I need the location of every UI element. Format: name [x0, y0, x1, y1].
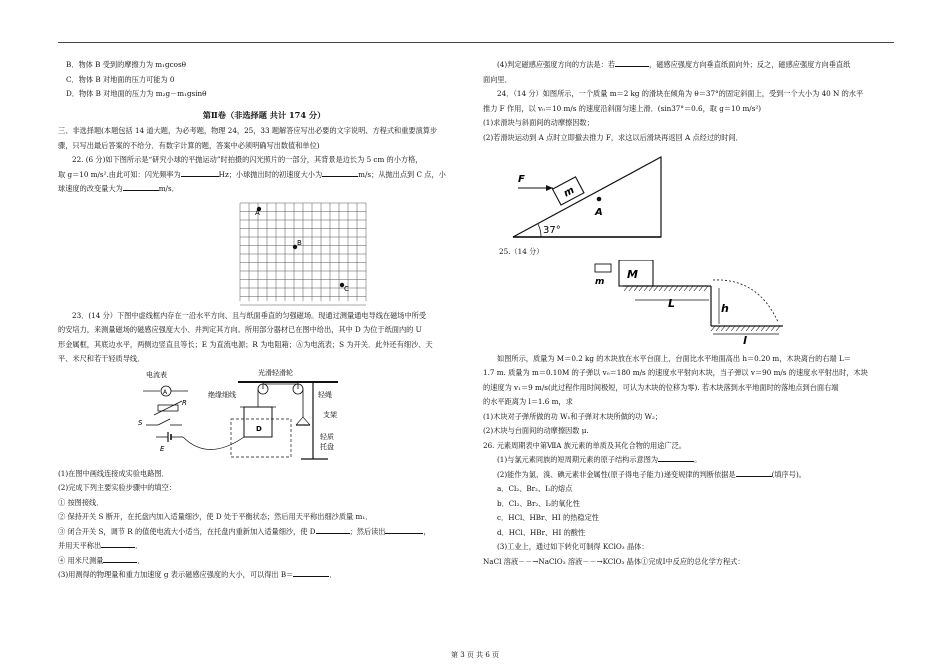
q26-line-3-end: (填序号)。: [771, 469, 806, 479]
answer-blank[interactable]: [101, 547, 135, 548]
hatch-mark: [736, 326, 740, 331]
bullet-label: m: [595, 276, 605, 287]
hatch-mark: [746, 326, 750, 331]
q26-line-2-end: 。: [694, 455, 702, 464]
label-a: A: [255, 208, 260, 217]
hatch-mark: [679, 286, 683, 291]
answer-blank[interactable]: [181, 176, 219, 177]
magnetic-balance-figure: [58, 367, 470, 467]
q26-line-3-text: (2)能作为氯、溴、碘元素非金属性(原子得电子能力)递变规律的判断依据是: [497, 469, 736, 479]
section-desc-1: 三、非选择题(本题包括 14 道大题，为必考题，物理 24，25，33 题解答应写出必要的文字说明、方程式和重要演算步: [58, 126, 438, 135]
height-label: h: [721, 301, 729, 315]
flash-photo-figure: [58, 199, 470, 309]
q23-line-3: 形金属框，其底边水平，两侧边竖直且等长；E 为直流电源；R 为电阻箱；Ⓐ为电流表；S 为开关．此外还有细沙、天: [58, 339, 433, 349]
ground-hatch: [711, 326, 780, 331]
table-hatch: [624, 286, 708, 291]
ammeter-label: 电流表: [146, 370, 167, 379]
section-title: 第Ⅱ卷（非选择题 共计 174 分）: [202, 109, 326, 120]
hatch-mark: [674, 286, 678, 291]
hatch-mark: [664, 286, 668, 291]
q22-line-3: [58, 182, 470, 197]
q23-line-1: 23．(14 分）下图中虚线框内存在一沿水平方向、且与纸面垂直的匀强磁场。现通过测量通电导线在磁场中所受: [72, 310, 427, 320]
hatch-mark: [711, 326, 715, 331]
q26-line-2-text: (1)与氯元素同族的短周期元素的原子结构示意图为: [497, 455, 659, 464]
thread-label: 绝缘细线: [208, 390, 236, 399]
s-label: S: [138, 418, 143, 427]
q25-line-4: 的水平距离为 l＝1.6 m，求: [483, 397, 573, 406]
q23-step-7-end: ．: [137, 555, 145, 565]
q26-option-c: c．HCl、HBr、HI 的热稳定性: [497, 513, 599, 522]
force-label: F: [518, 174, 525, 185]
tray-label-2: 托盘: [320, 442, 334, 451]
hatch-mark: [721, 326, 725, 331]
hatch-mark: [771, 326, 775, 331]
block-label: M: [627, 267, 638, 281]
block-diagram: [483, 260, 895, 352]
q23-step-7: [58, 554, 470, 569]
hatch-mark: [731, 326, 735, 331]
hatch-mark: [766, 326, 770, 331]
q23-part-4-text-a: (4)判定磁感应强度方向的方法是：若: [497, 60, 615, 69]
hatch-mark: [624, 286, 628, 291]
answer-blank[interactable]: [615, 66, 649, 67]
angle-arc: [538, 224, 541, 237]
q26-line-4: (3)工业上，通过如下转化可制得 KClO₃ 晶体：: [497, 542, 649, 551]
q25-line-5: (1)木块对子弹所做的功 W₁和子弹对木块所做的功 W₂；: [483, 411, 663, 421]
hatch-mark: [751, 326, 755, 331]
hatch-mark: [704, 286, 708, 291]
point-a: [597, 197, 602, 202]
switch-icon: [158, 419, 170, 425]
stand-label: 支架: [323, 410, 337, 419]
option-d: D．物体 B 对地面的压力为 m₂g－m₁gsinθ: [66, 89, 207, 98]
hatch-mark: [694, 286, 698, 291]
pulley-label: 光滑轻滑轮: [258, 368, 293, 377]
hatch-mark: [761, 326, 765, 331]
tray-string: [296, 417, 303, 425]
q26-line-3: [483, 468, 895, 483]
label-b: B: [297, 238, 302, 247]
q23-step-1: (1)在图中画线连接成实验电路图．: [58, 468, 169, 478]
q26-option-a: a．Cl₂、Br₂、I₂的熔点: [497, 484, 573, 493]
hatch-mark: [649, 286, 653, 291]
arrowhead-icon: [546, 185, 553, 191]
answer-blank[interactable]: [385, 533, 423, 534]
hatch-mark: [639, 286, 643, 291]
q25-title: 25.（14 分）: [499, 247, 544, 256]
trajectory-path: [713, 279, 778, 321]
tray-string: [303, 417, 310, 425]
q23-line-2: 的安培力，来测量磁场的磁感应强度大小、并判定其方向。所用部分器材已在图中给出，其中 D 为位于纸面内的 U: [58, 325, 422, 334]
incline-figure: [483, 145, 895, 245]
hatch-mark: [684, 286, 688, 291]
q26-line-1: 26. 元素周期表中第ⅦA 族元素的单质及其化合物的用途广泛。: [483, 440, 686, 450]
answer-blank[interactable]: [103, 562, 137, 563]
hatch-mark: [756, 326, 760, 331]
section-desc-2: 骤，只写出最后答案的不给分．有数字计算的题，答案中必须明确写出数值和单位): [58, 140, 320, 150]
answer-blank[interactable]: [316, 533, 350, 534]
q23-part-4-text-b: ，磁感应强度方向垂直纸面向外；反之，磁感应强度方向垂直纸: [649, 60, 851, 69]
q23-step-6-text: 并用天平称出: [58, 541, 102, 550]
answer-blank[interactable]: [322, 176, 358, 177]
distance-small-l-label: l: [743, 333, 747, 347]
ammeter-symbol: A: [163, 388, 168, 396]
answer-blank[interactable]: [293, 576, 329, 577]
grid-figure: [58, 199, 470, 309]
wire: [183, 437, 244, 450]
q23-step-6: [58, 539, 470, 554]
hatch-mark: [776, 326, 780, 331]
q23-step-6-end: ．: [135, 541, 143, 550]
incline-diagram: [483, 145, 895, 245]
q26-option-b: b．Cl₂、Br₂、I₂的氧化性: [497, 498, 580, 508]
rope-label: 轻绳: [318, 390, 332, 399]
q22-text-e: m/s．: [158, 184, 179, 193]
q22-line-2: [58, 168, 470, 183]
q24-line-4: (2)若滑块运动到 A 点时立即撤去推力 F，求这以后滑块再返回 A 点经过的时间．: [483, 132, 743, 142]
d-label: D: [256, 424, 262, 433]
q24-line-3: (1)求滑块与斜面间的动摩擦因数；: [483, 118, 594, 127]
q25-line-1: 如图所示，质量为 M＝0.2 kg 的木块放在水平台面上，台面比水平地面高出 h＝0.20 m，木块离台的右端 L＝: [497, 353, 851, 363]
hatch-mark: [644, 286, 648, 291]
incline-icon: [513, 157, 661, 237]
q22-text-b: Hz；小球抛出时的初速度大小为: [218, 169, 323, 179]
circuit-figure: [58, 367, 470, 467]
hatch-mark: [699, 286, 703, 291]
hatch-mark: [726, 326, 730, 331]
q23-step-7-text: ④ 用米尺测量: [58, 555, 104, 565]
hatch-mark: [634, 286, 638, 291]
q26-line-5: NaCl 溶液－－→NaClO₃ 溶液－－→KClO₃ 晶体①完成Ⅰ中反应的总化学方程式：: [483, 556, 745, 566]
r-label: R: [182, 398, 187, 407]
q23-part-4-line-2: 面向里．: [483, 74, 512, 84]
block-m-label: m: [561, 184, 577, 200]
q24-line-2: 推力 F 作用，以 v₀＝10 m/s 的速度沿斜面匀速上滑．(sin37°＝0.6，取 g＝10 m/s²): [483, 103, 762, 113]
left-column: [58, 58, 470, 583]
q23-line-4: 平、米尺和若干轻质导线．: [58, 354, 145, 363]
q25-line-3: 的速度为 v₁＝9 m/s(此过程作用时间极短，可认为木块的位移为零). 若木块落到水平地面时的落地点到台面右端: [483, 382, 839, 392]
q26-option-d: d．HCl、HBr、HI 的酸性: [497, 527, 586, 537]
q22-line-1: 22. (6 分)如下图所示是“研究小球的平抛运动”时拍摄的闪光照片的一部分，其背景是边长为 5 cm 的小方格，: [72, 155, 423, 164]
header-rule: [58, 42, 894, 43]
distance-l-label: L: [668, 296, 676, 310]
bullet-icon: [595, 264, 611, 272]
q24-line-1: 24．（14 分）如图所示，一个质量 m＝2 kg 的滑块在倾角为 θ＝37°的固定斜面上，受到一个大小为 40 N 的水平: [497, 89, 864, 98]
q23-step-5-text-b: ；然后读出: [349, 526, 386, 536]
q23-step-2: (2)完成下列主要实验步骤中的填空：: [58, 483, 176, 492]
q22-text-a: 取 g＝10 m/s².由此可知：闪光频率为: [58, 169, 181, 179]
hatch-mark: [669, 286, 673, 291]
q26-line-2: [483, 453, 895, 468]
q23-step-8: [58, 568, 470, 583]
answer-blank[interactable]: [736, 476, 772, 477]
q23-step-3: ① 按图接线．: [58, 497, 104, 507]
point-a-label: A: [595, 207, 603, 218]
angle-label: 37°: [543, 225, 561, 236]
q23-step-8-end: ．: [329, 570, 337, 579]
hatch-mark: [654, 286, 658, 291]
q22-text-c: m/s；从抛出点到 C 点，小: [358, 169, 446, 179]
hatch-mark: [741, 326, 745, 331]
page-footer: 第 3 页 共 6 页: [450, 651, 500, 659]
right-column: [483, 58, 895, 569]
label-c: C: [344, 284, 349, 293]
e-label: E: [160, 444, 165, 453]
hatch-mark: [716, 326, 720, 331]
q25-line-6: (2)木块与台面间的动摩擦因数 μ.: [483, 426, 589, 435]
hatch-mark: [629, 286, 633, 291]
hatch-mark: [659, 286, 663, 291]
block-bullet-figure: [483, 260, 895, 352]
q23-part-4: [483, 58, 895, 73]
answer-blank[interactable]: [123, 190, 159, 191]
q23-step-4: ② 保持开关 S 断开，在托盘内加入适量细沙，使 D 处于平衡状态；然后用天平称出细沙质量 m₁．: [58, 512, 373, 521]
q23-step-8-text: (3)用测得的物理量和重力加速度 g 表示磁感应强度的大小，可以得出 B＝: [58, 570, 294, 579]
q22-text-d: 球速度的改变量大为: [58, 184, 123, 193]
option-c: C．物体 B 对地面的压力可能为 0: [66, 74, 175, 84]
q25-line-2: 1.7 m. 质量为 m＝0.10M 的子弹以 v₀＝180 m/s 的速度水平射向木块，当子弹以 v＝90 m/s 的速度水平射出时，木块: [483, 368, 868, 377]
q23-step-5: [58, 525, 470, 540]
hatch-mark: [689, 286, 693, 291]
q23-step-5-text-c: ，: [423, 526, 431, 536]
option-b: B．物体 B 受到的摩擦力为 m₁gcosθ: [66, 60, 186, 69]
answer-blank[interactable]: [658, 461, 694, 462]
tray-label-1: 轻质: [320, 432, 334, 441]
q23-step-5-text-a: ③ 闭合开关 S，调节 R 的值使电流大小适当，在托盘内重新加入适量细沙，使 D: [58, 526, 316, 536]
